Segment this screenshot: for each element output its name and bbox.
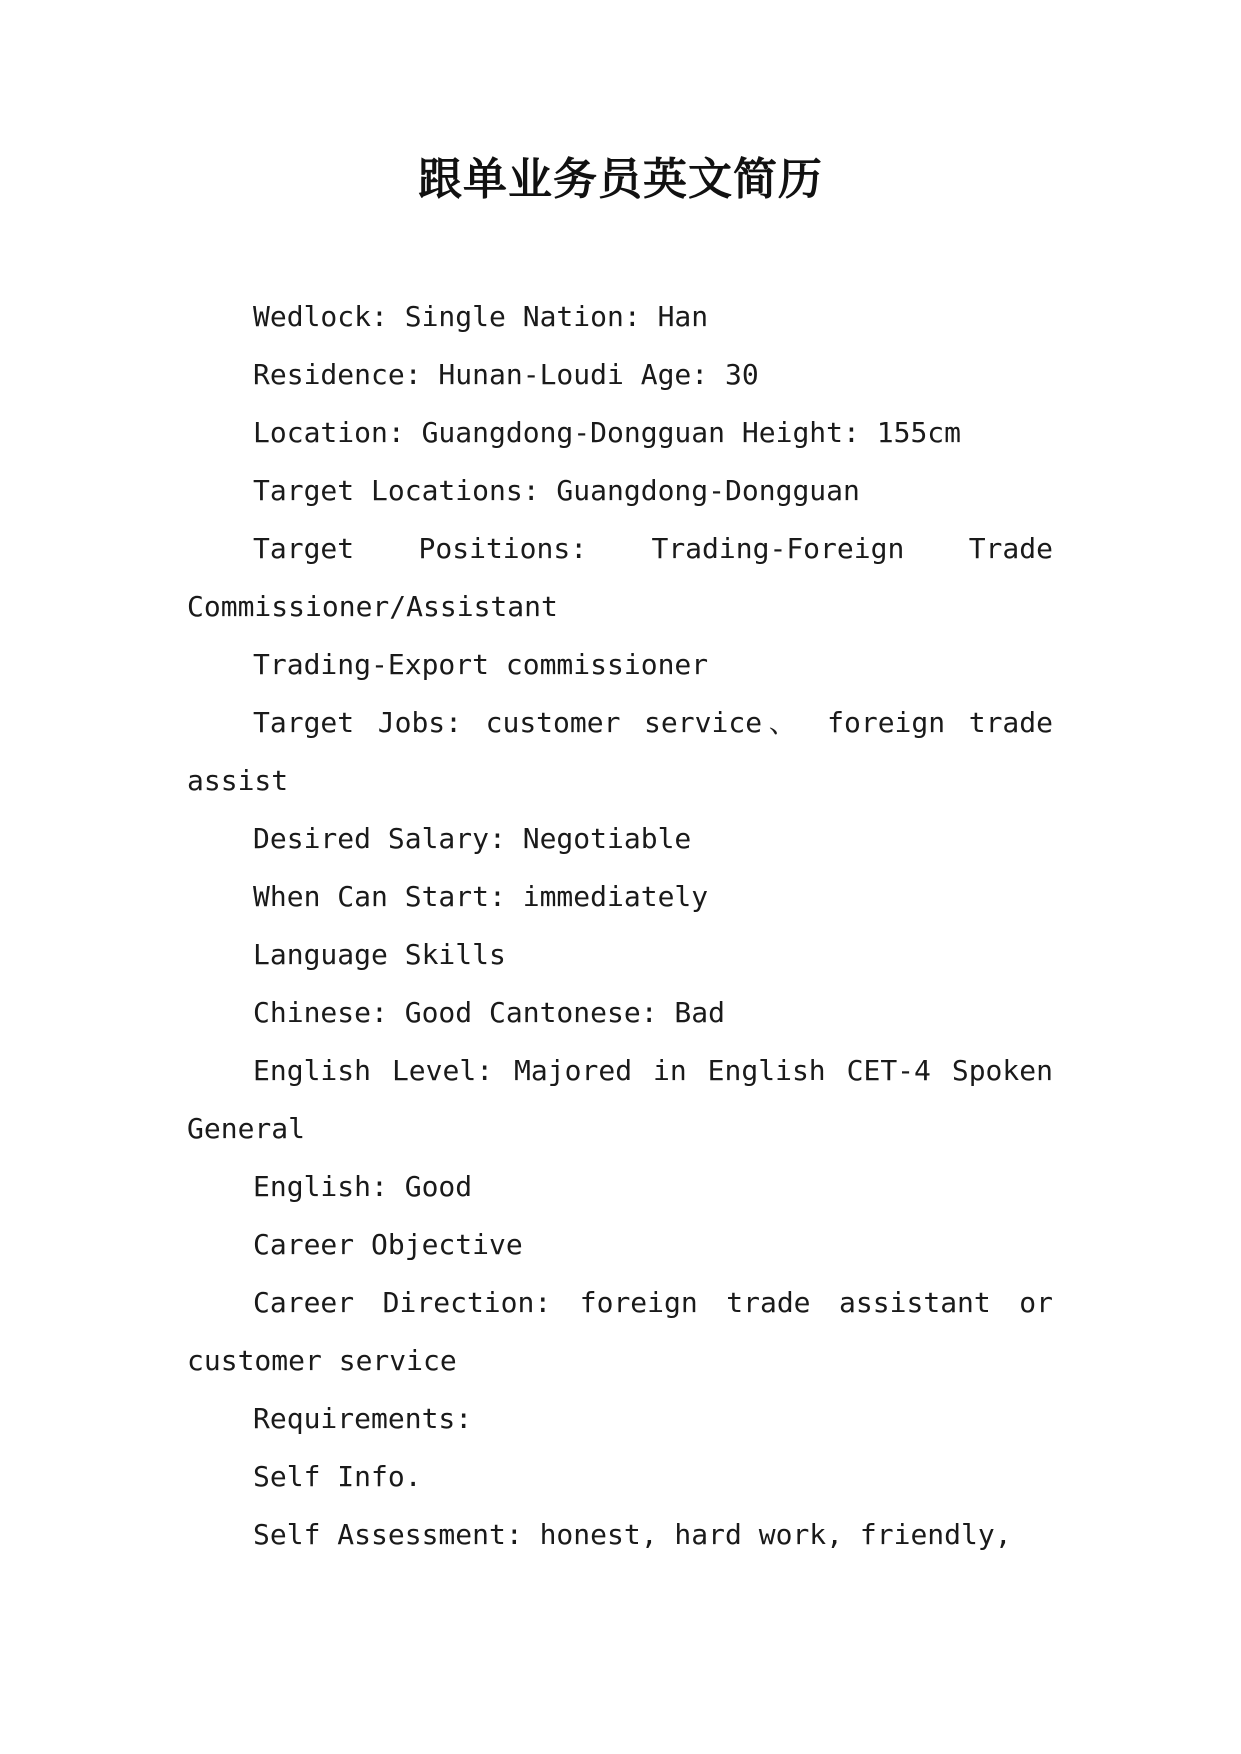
- paragraph-wedlock: Wedlock: Single Nation: Han: [253, 300, 709, 333]
- paragraph-residence: Residence: Hunan-Loudi Age: 30: [253, 358, 759, 391]
- paragraph-desired-salary: Desired Salary: Negotiable: [253, 822, 692, 855]
- paragraph-career-direction: Career Direction: foreign trade assistant or customer service: [187, 1286, 1053, 1377]
- paragraph-when-can-start: When Can Start: immediately: [253, 880, 709, 913]
- paragraph-requirements: Requirements:: [253, 1402, 473, 1435]
- paragraph-english-level: English Level: Majored in English CET-4 Spoken General: [187, 1054, 1053, 1145]
- paragraph-english: English: Good: [253, 1170, 473, 1203]
- paragraph-self-assessment: Self Assessment: honest, hard work, friendly,: [253, 1518, 1012, 1551]
- paragraph-target-locations: Target Locations: Guangdong-Dongguan: [253, 474, 860, 507]
- document-body: [187, 288, 1053, 1564]
- paragraph-trading-export: Trading-Export commissioner: [253, 648, 709, 681]
- paragraph-career-objective: Career Objective: [253, 1228, 523, 1261]
- paragraph-chinese: Chinese: Good Cantonese: Bad: [253, 996, 726, 1029]
- paragraph-location: Location: Guangdong-Dongguan Height: 155cm: [253, 416, 962, 449]
- paragraph-self-info: Self Info.: [253, 1460, 422, 1493]
- paragraph-target-positions: Target Positions: Trading-Foreign Trade Commissioner/Assistant: [187, 532, 1053, 623]
- paragraph-language-skills: Language Skills: [253, 938, 506, 971]
- paragraph-target-jobs: Target Jobs: customer service、 foreign trade assist: [187, 706, 1053, 797]
- document-title: 跟单业务员英文简历: [418, 154, 823, 205]
